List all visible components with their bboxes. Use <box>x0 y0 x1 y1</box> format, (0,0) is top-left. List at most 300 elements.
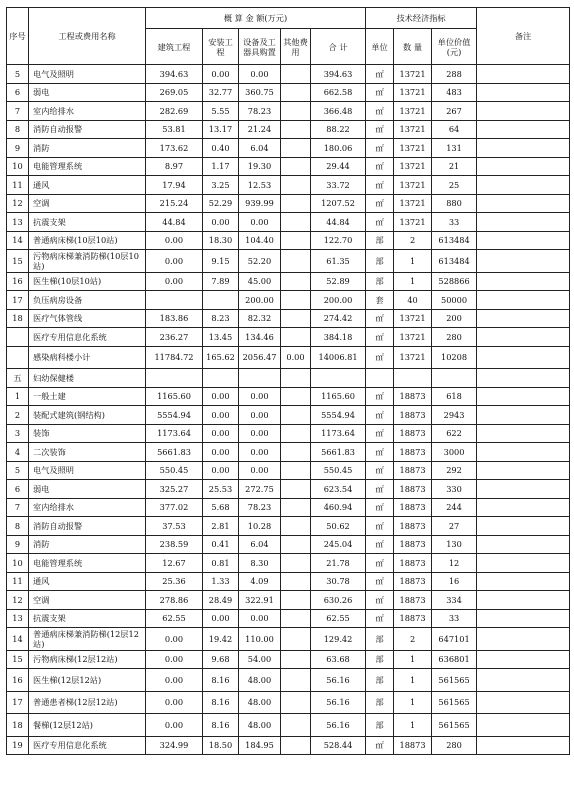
row-total: 14006.81 <box>311 346 366 369</box>
row-equipment: 134.46 <box>239 328 281 347</box>
row-installation: 9.68 <box>203 650 239 669</box>
row-name: 一般土建 <box>29 387 146 406</box>
row-unit-price: 12 <box>432 554 477 573</box>
row-total: 1207.52 <box>311 194 366 213</box>
row-seq: 9 <box>7 139 29 158</box>
row-unit-price: 288 <box>432 65 477 84</box>
row-qty: 13721 <box>394 176 432 195</box>
row-total: 366.48 <box>311 102 366 121</box>
row-seq: 13 <box>7 213 29 232</box>
row-equipment: 0.00 <box>239 461 281 480</box>
row-other <box>281 535 311 554</box>
row-construction <box>146 291 203 310</box>
row-seq: 4 <box>7 443 29 462</box>
row-installation: 8.16 <box>203 714 239 737</box>
row-other <box>281 498 311 517</box>
row-remarks <box>477 461 570 480</box>
row-unit: 部 <box>366 272 394 291</box>
row-qty: 18873 <box>394 609 432 628</box>
table-row <box>7 609 570 628</box>
row-qty: 40 <box>394 291 432 310</box>
row-total: 44.84 <box>311 213 366 232</box>
row-equipment: 82.32 <box>239 309 281 328</box>
row-unit-price: 618 <box>432 387 477 406</box>
row-remarks <box>477 480 570 499</box>
row-total: 63.68 <box>311 650 366 669</box>
row-other <box>281 691 311 714</box>
row-equipment: 0.00 <box>239 65 281 84</box>
table-row <box>7 650 570 669</box>
row-construction: 1165.60 <box>146 387 203 406</box>
row-remarks <box>477 309 570 328</box>
row-unit-price: 622 <box>432 424 477 443</box>
row-qty: 13721 <box>394 83 432 102</box>
table-row <box>7 498 570 517</box>
row-seq: 18 <box>7 309 29 328</box>
row-unit-price: 3000 <box>432 443 477 462</box>
row-other <box>281 291 311 310</box>
row-unit-price: 50000 <box>432 291 477 310</box>
row-remarks <box>477 291 570 310</box>
row-name: 通风 <box>29 572 146 591</box>
row-name: 普通病床梯(10层10站) <box>29 231 146 250</box>
row-name: 妇幼保健楼 <box>29 369 146 388</box>
row-installation: 7.89 <box>203 272 239 291</box>
row-other <box>281 406 311 425</box>
row-construction: 0.00 <box>146 272 203 291</box>
row-name: 电能管理系统 <box>29 554 146 573</box>
row-qty: 18873 <box>394 554 432 573</box>
row-installation: 3.25 <box>203 176 239 195</box>
header-unit: 单位 <box>366 29 394 65</box>
row-construction <box>146 369 203 388</box>
row-unit-price: 636801 <box>432 650 477 669</box>
row-construction: 394.63 <box>146 65 203 84</box>
row-total: 245.04 <box>311 535 366 554</box>
row-name: 负压病房设备 <box>29 291 146 310</box>
row-seq: 5 <box>7 65 29 84</box>
row-name: 抗震支架 <box>29 609 146 628</box>
row-name: 医疗气体管线 <box>29 309 146 328</box>
row-unit: 部 <box>366 650 394 669</box>
row-installation: 0.00 <box>203 609 239 628</box>
row-installation: 8.16 <box>203 691 239 714</box>
row-name: 电气及照明 <box>29 461 146 480</box>
row-other <box>281 714 311 737</box>
row-other <box>281 628 311 651</box>
row-construction: 53.81 <box>146 120 203 139</box>
row-qty: 1 <box>394 650 432 669</box>
row-installation: 18.50 <box>203 736 239 755</box>
row-equipment: 2056.47 <box>239 346 281 369</box>
row-other <box>281 669 311 692</box>
row-installation: 5.55 <box>203 102 239 121</box>
row-total: 1173.64 <box>311 424 366 443</box>
header-total: 合 计 <box>311 29 366 65</box>
row-construction: 12.67 <box>146 554 203 573</box>
row-seq: 8 <box>7 517 29 536</box>
row-unit: 部 <box>366 691 394 714</box>
row-name: 污物病床梯(12层12站) <box>29 650 146 669</box>
table-row <box>7 120 570 139</box>
row-unit-price: 2943 <box>432 406 477 425</box>
row-qty: 13721 <box>394 194 432 213</box>
row-remarks <box>477 535 570 554</box>
row-seq: 15 <box>7 650 29 669</box>
row-construction: 8.97 <box>146 157 203 176</box>
table-row <box>7 517 570 536</box>
row-total: 1165.60 <box>311 387 366 406</box>
row-equipment: 0.00 <box>239 406 281 425</box>
row-remarks <box>477 498 570 517</box>
row-unit-price: 561565 <box>432 669 477 692</box>
row-equipment: 0.00 <box>239 424 281 443</box>
table-row <box>7 480 570 499</box>
row-other <box>281 591 311 610</box>
row-unit-price: 130 <box>432 535 477 554</box>
row-unit: ㎡ <box>366 609 394 628</box>
row-remarks <box>477 628 570 651</box>
row-unit: ㎡ <box>366 83 394 102</box>
row-name: 抗震支架 <box>29 213 146 232</box>
estimate-document <box>6 7 570 755</box>
table-row <box>7 65 570 84</box>
row-other <box>281 102 311 121</box>
row-total: 460.94 <box>311 498 366 517</box>
row-construction: 25.36 <box>146 572 203 591</box>
row-installation: 9.15 <box>203 250 239 273</box>
table-row <box>7 736 570 755</box>
row-other <box>281 554 311 573</box>
row-seq: 7 <box>7 498 29 517</box>
row-installation: 1.17 <box>203 157 239 176</box>
row-remarks <box>477 231 570 250</box>
row-total: 122.70 <box>311 231 366 250</box>
table-row <box>7 443 570 462</box>
row-installation: 0.00 <box>203 424 239 443</box>
row-total: 5661.83 <box>311 443 366 462</box>
row-construction: 278.86 <box>146 591 203 610</box>
header-estimate: 概 算 金 额(万元) <box>146 8 366 29</box>
row-other <box>281 176 311 195</box>
row-qty: 18873 <box>394 591 432 610</box>
table-row <box>7 291 570 310</box>
row-unit: ㎡ <box>366 120 394 139</box>
row-remarks <box>477 650 570 669</box>
row-name: 感染病科楼小计 <box>29 346 146 369</box>
row-remarks <box>477 424 570 443</box>
row-equipment: 12.53 <box>239 176 281 195</box>
row-remarks <box>477 346 570 369</box>
row-unit: ㎡ <box>366 157 394 176</box>
row-equipment: 104.40 <box>239 231 281 250</box>
row-total: 29.44 <box>311 157 366 176</box>
row-unit: ㎡ <box>366 572 394 591</box>
row-installation <box>203 369 239 388</box>
row-qty: 18873 <box>394 406 432 425</box>
row-total: 5554.94 <box>311 406 366 425</box>
row-unit: 部 <box>366 714 394 737</box>
row-installation: 0.00 <box>203 461 239 480</box>
row-installation: 0.81 <box>203 554 239 573</box>
row-construction: 0.00 <box>146 691 203 714</box>
row-other <box>281 424 311 443</box>
row-other <box>281 83 311 102</box>
row-seq: 1 <box>7 387 29 406</box>
row-total: 129.42 <box>311 628 366 651</box>
row-construction: 5661.83 <box>146 443 203 462</box>
row-seq: 6 <box>7 83 29 102</box>
row-qty: 1 <box>394 669 432 692</box>
row-name: 装饰 <box>29 424 146 443</box>
row-other <box>281 461 311 480</box>
row-unit-price: 292 <box>432 461 477 480</box>
row-qty: 18873 <box>394 572 432 591</box>
row-equipment: 0.00 <box>239 213 281 232</box>
row-total: 88.22 <box>311 120 366 139</box>
table-row <box>7 83 570 102</box>
row-qty: 18873 <box>394 387 432 406</box>
table-row <box>7 157 570 176</box>
row-installation: 0.40 <box>203 139 239 158</box>
row-unit: 部 <box>366 669 394 692</box>
row-remarks <box>477 176 570 195</box>
row-equipment: 322.91 <box>239 591 281 610</box>
row-seq: 16 <box>7 272 29 291</box>
row-unit-price: 330 <box>432 480 477 499</box>
row-construction: 282.69 <box>146 102 203 121</box>
header-construction: 建筑工程 <box>146 29 203 65</box>
row-name: 二次装饰 <box>29 443 146 462</box>
row-unit: 部 <box>366 250 394 273</box>
row-equipment: 45.00 <box>239 272 281 291</box>
table-row <box>7 328 570 347</box>
header-qty: 数 量 <box>394 29 432 65</box>
header-other: 其他费用 <box>281 29 311 65</box>
row-name: 消防自动报警 <box>29 120 146 139</box>
table-row <box>7 628 570 651</box>
row-installation: 0.00 <box>203 406 239 425</box>
row-total: 623.54 <box>311 480 366 499</box>
row-other: 0.00 <box>281 346 311 369</box>
row-name: 污物病床梯兼消防梯(10层10站) <box>29 250 146 273</box>
row-equipment: 19.30 <box>239 157 281 176</box>
row-qty: 2 <box>394 628 432 651</box>
row-name: 医生梯(12层12站) <box>29 669 146 692</box>
row-seq: 3 <box>7 424 29 443</box>
row-equipment: 272.75 <box>239 480 281 499</box>
row-unit: ㎡ <box>366 498 394 517</box>
row-total: 21.78 <box>311 554 366 573</box>
row-unit-price: 483 <box>432 83 477 102</box>
header-name: 工程或费用名称 <box>29 8 146 65</box>
row-remarks <box>477 669 570 692</box>
row-installation: 13.45 <box>203 328 239 347</box>
row-remarks <box>477 609 570 628</box>
row-seq: 15 <box>7 250 29 273</box>
row-equipment: 78.23 <box>239 498 281 517</box>
row-qty <box>394 369 432 388</box>
row-seq: 五 <box>7 369 29 388</box>
row-qty: 18873 <box>394 535 432 554</box>
row-unit-price: 21 <box>432 157 477 176</box>
row-remarks <box>477 65 570 84</box>
row-unit-price: 880 <box>432 194 477 213</box>
row-remarks <box>477 736 570 755</box>
row-unit: ㎡ <box>366 535 394 554</box>
row-unit: ㎡ <box>366 424 394 443</box>
row-name: 空调 <box>29 194 146 213</box>
row-qty: 13721 <box>394 157 432 176</box>
row-total: 200.00 <box>311 291 366 310</box>
row-unit-price: 64 <box>432 120 477 139</box>
row-other <box>281 309 311 328</box>
row-unit-price: 647101 <box>432 628 477 651</box>
header-tech: 技术经济指标 <box>366 8 477 29</box>
row-name: 消防 <box>29 139 146 158</box>
row-unit: ㎡ <box>366 736 394 755</box>
row-remarks <box>477 120 570 139</box>
row-other <box>281 231 311 250</box>
row-total: 274.42 <box>311 309 366 328</box>
row-qty: 18873 <box>394 517 432 536</box>
row-total: 33.72 <box>311 176 366 195</box>
row-construction: 0.00 <box>146 231 203 250</box>
row-qty: 18873 <box>394 424 432 443</box>
row-unit: ㎡ <box>366 517 394 536</box>
row-total: 528.44 <box>311 736 366 755</box>
row-seq: 11 <box>7 572 29 591</box>
row-qty: 13721 <box>394 328 432 347</box>
row-seq: 19 <box>7 736 29 755</box>
row-construction: 324.99 <box>146 736 203 755</box>
row-equipment: 200.00 <box>239 291 281 310</box>
row-unit: ㎡ <box>366 213 394 232</box>
row-construction: 11784.72 <box>146 346 203 369</box>
row-construction: 173.62 <box>146 139 203 158</box>
row-unit-price: 33 <box>432 213 477 232</box>
row-construction: 236.27 <box>146 328 203 347</box>
row-other <box>281 250 311 273</box>
table-row <box>7 309 570 328</box>
row-total <box>311 369 366 388</box>
row-installation: 8.23 <box>203 309 239 328</box>
row-name: 室内给排水 <box>29 102 146 121</box>
row-installation: 165.62 <box>203 346 239 369</box>
row-seq: 17 <box>7 291 29 310</box>
row-unit: ㎡ <box>366 102 394 121</box>
row-name: 普通患者梯(12层12站) <box>29 691 146 714</box>
row-other <box>281 65 311 84</box>
row-equipment: 110.00 <box>239 628 281 651</box>
row-total: 56.16 <box>311 691 366 714</box>
row-seq: 12 <box>7 591 29 610</box>
row-construction: 0.00 <box>146 250 203 273</box>
row-qty: 13721 <box>394 309 432 328</box>
row-total: 630.26 <box>311 591 366 610</box>
row-seq: 14 <box>7 231 29 250</box>
row-installation: 18.30 <box>203 231 239 250</box>
row-total: 52.89 <box>311 272 366 291</box>
row-other <box>281 443 311 462</box>
table-row <box>7 714 570 737</box>
row-unit: 部 <box>366 628 394 651</box>
row-name: 空调 <box>29 591 146 610</box>
table-row <box>7 102 570 121</box>
row-installation <box>203 291 239 310</box>
row-construction: 325.27 <box>146 480 203 499</box>
row-name: 电气及照明 <box>29 65 146 84</box>
table-row <box>7 461 570 480</box>
row-other <box>281 272 311 291</box>
row-total: 180.06 <box>311 139 366 158</box>
row-installation: 2.81 <box>203 517 239 536</box>
table-row <box>7 369 570 388</box>
row-installation: 5.68 <box>203 498 239 517</box>
row-remarks <box>477 691 570 714</box>
row-qty: 18873 <box>394 736 432 755</box>
row-remarks <box>477 406 570 425</box>
row-total: 394.63 <box>311 65 366 84</box>
row-qty: 18873 <box>394 461 432 480</box>
row-unit: ㎡ <box>366 328 394 347</box>
row-equipment: 360.75 <box>239 83 281 102</box>
table-row <box>7 346 570 369</box>
row-installation: 0.00 <box>203 387 239 406</box>
row-installation: 28.49 <box>203 591 239 610</box>
row-seq: 7 <box>7 102 29 121</box>
row-remarks <box>477 572 570 591</box>
row-name: 弱电 <box>29 83 146 102</box>
row-unit-price: 27 <box>432 517 477 536</box>
header-unit-price: 单位价值(元) <box>432 29 477 65</box>
row-total: 61.35 <box>311 250 366 273</box>
row-other <box>281 328 311 347</box>
row-installation: 0.00 <box>203 65 239 84</box>
row-other <box>281 517 311 536</box>
row-unit-price: 10208 <box>432 346 477 369</box>
row-unit-price: 613484 <box>432 231 477 250</box>
row-remarks <box>477 157 570 176</box>
row-name: 消防 <box>29 535 146 554</box>
header-remarks: 备注 <box>477 8 570 65</box>
row-qty: 1 <box>394 250 432 273</box>
table-row <box>7 591 570 610</box>
row-remarks <box>477 591 570 610</box>
table-row <box>7 691 570 714</box>
row-total: 56.16 <box>311 669 366 692</box>
row-unit-price: 33 <box>432 609 477 628</box>
row-seq: 8 <box>7 120 29 139</box>
row-name: 装配式建筑(钢结构) <box>29 406 146 425</box>
row-remarks <box>477 328 570 347</box>
row-total: 50.62 <box>311 517 366 536</box>
row-unit-price: 561565 <box>432 691 477 714</box>
row-qty: 1 <box>394 691 432 714</box>
row-equipment: 184.95 <box>239 736 281 755</box>
row-construction: 0.00 <box>146 650 203 669</box>
row-unit-price: 25 <box>432 176 477 195</box>
row-construction: 215.24 <box>146 194 203 213</box>
row-unit: ㎡ <box>366 176 394 195</box>
row-seq: 10 <box>7 554 29 573</box>
row-unit: ㎡ <box>366 591 394 610</box>
row-unit-price: 244 <box>432 498 477 517</box>
row-installation: 8.16 <box>203 669 239 692</box>
row-other <box>281 194 311 213</box>
row-name: 弱电 <box>29 480 146 499</box>
table-row <box>7 572 570 591</box>
